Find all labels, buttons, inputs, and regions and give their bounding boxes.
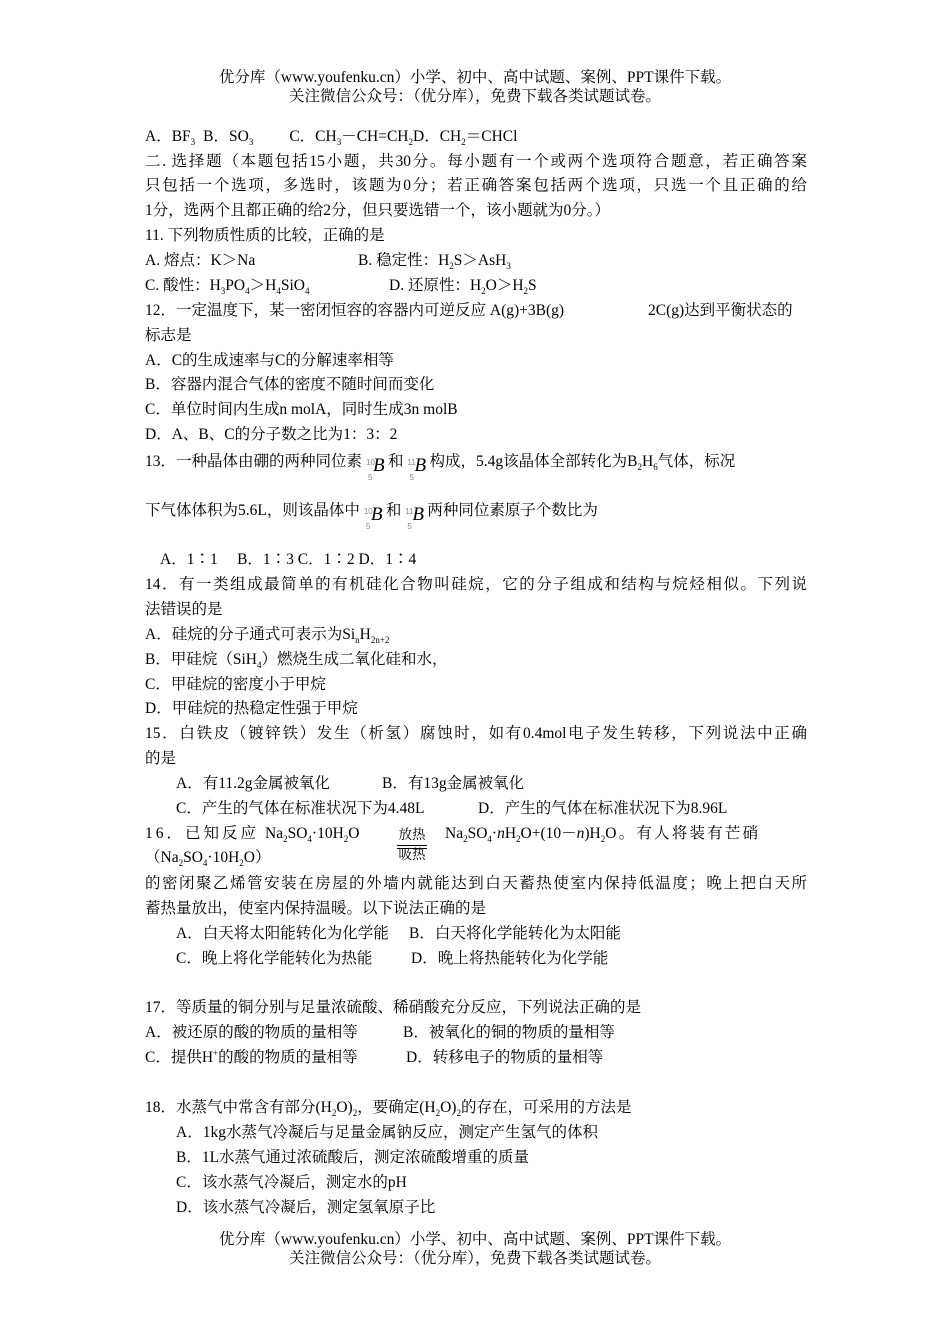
q16-stem-line-2: 的密闭聚乙烯管安装在房屋的外墙内就能达到白天蓄热使室内保持低温度；晚上把白天所 [145,875,807,892]
footer-line-1: 优分库（www.youfenku.cn）小学、初中、高中试题、案例、PPT课件下载。 [218,1231,732,1248]
q12-option-c: C．单位时间内生成n molA，同时生成3n molB [145,401,458,418]
footer-line-2: 关注微信公众号：（优分库），免费下载各类试题试卷。 [288,1250,661,1267]
header-line-2: 关注微信公众号：（优分库），免费下载各类试题试卷。 [288,88,661,105]
q14-option-a: A．硅烷的分子通式可表示为$Si_nH_{2n+2}$ [145,626,390,646]
q13-stem-line-1: 13．一种晶体由硼的两种同位素 10 5 B 和 11 5 B 构成，5.4g该晶体全部转化为$B_2H_6$气体，标况 [145,450,807,476]
q17-row-2: C．提供H+的酸的物质的量相等 D．转移电子的物质的量相等 [145,1047,604,1066]
q12-option-b: B．容器内混合气体的密度不随时间而变化 [145,376,435,393]
q14-option-d: D．甲硅烷的热稳定性强于甲烷 [145,700,358,717]
q16-row-1: A．白天将太阳能转化为化学能 B．白天将化学能转化为太阳能 [176,925,621,942]
header-line-1: 优分库（www.youfenku.cn）小学、初中、高中试题、案例、PPT课件下载。 [218,69,732,86]
arrow-label-absorb-heat: 吸热 [398,847,426,862]
q18-option-b: B．1L水蒸气通过浓硫酸后，测定浓硫酸增重的质量 [176,1149,530,1166]
q11-row-1: A. 熔点：K＞Na B. 稳定性：$H_2S>AsH_3$ [145,252,511,272]
q10-options: A．$BF_3$ B．$SO_3$ C．$CH_3-CH=CH_2D$．$CH_2=CHCl$ [145,128,518,148]
q14-option-c: C．甲硅烷的密度小于甲烷 [145,676,326,693]
section2-line-2: 只包括一个选项，多选时，该题为0分；若正确答案包括两个选项，只选一个且正确的给 [145,177,807,194]
q13-stem-line-2: 下气体体积为5.6L，则该晶体中 10 5 B 和 11 5 B 两种同位素原子个数比为 [145,499,807,525]
q11-row-2: C. 酸性：$H_3PO_4>H_4SiO_4$ D. 还原性：$H_2O>H_2S$ [145,277,537,297]
q16-stem-line-1: 16．已知反应 $Na_2SO_4\cdot 10H_2O$ $Na_2SO_4\cdot nH_2O+(10-n)H_2O$。有人将装有芒硝 [145,825,761,845]
q12-option-d: D．A、B、C的分子数之比为1：3：2 [145,426,398,443]
boron-11-isotope: 11 5 B [407,455,427,482]
q16-formula-paren: $(Na_2SO_4\cdot 10H_2O)$ [145,849,271,869]
q15-stem-line-2: 的是 [145,750,177,767]
q15-stem-line-1: 15．白铁皮（镀锌铁）发生（析氢）腐蚀时，如有0.4mol电子发生转移，下列说法中正确 [145,725,807,742]
q16-stem-line-3: 蓄热量放出，使室内保持温暖。以下说法正确的是 [145,900,487,917]
q12-stem-line-2: 标志是 [145,327,192,344]
q18-option-c: C．该水蒸气冷凝后，测定水的pH [176,1174,407,1191]
q12-option-a: A．C的生成速率与C的分解速率相等 [145,352,394,369]
q18-stem: 18．水蒸气中常含有部分$(H_2O)_2$，要确定$(H_2O)_2$的存在，可采用的方法是 [145,1099,632,1119]
q15-row-1: A．有11.2g金属被氧化 B．有13g金属被氧化 [176,775,525,792]
q17-stem: 17．等质量的铜分别与足量浓硫酸、稀硝酸充分反应，下列说法正确的是 [145,999,642,1016]
q18-option-d: D．该水蒸气冷凝后，测定氢氧原子比 [176,1199,436,1216]
section2-line-3: 1分，选两个且都正确的给2分，但只要选错一个，该小题就为0分。） [145,202,611,219]
q16-row-2: C．晚上将化学能转化为热能 D．晚上将热能转化为化学能 [176,950,609,967]
boron-10-isotope: 10 5 B [366,455,385,482]
arrow-label-release-heat: 放热 [398,827,426,842]
q18-option-a: A．1kg水蒸气冷凝后与足量金属钠反应，测定产生氢气的体积 [176,1124,598,1141]
q17-row-1: A．被还原的酸的物质的量相等 B．被氧化的铜的物质的量相等 [145,1024,615,1041]
q12-stem-line-1: 12．一定温度下，某一密闭恒容的容器内可逆反应 A(g)+3B(g) 2C(g)达到平衡状态的 [145,302,793,319]
q13-options: A．1∶1 B．1∶3 C．1∶2 D．1∶4 [160,551,417,568]
q15-row-2: C．产生的气体在标准状况下为4.48L D．产生的气体在标准状况下为8.96L [176,800,728,817]
boron-10-isotope: 10 5 B [363,504,383,531]
q14-option-b: B．甲硅烷（SiH$_4$）燃烧生成二氧化硅和水， [145,651,448,671]
section2-line-1: 二. 选择题（本题包括15小题，共30分。每小题有一个或两个选项符合题意，若正确答案 [145,153,807,170]
boron-11-isotope: 11 5 B [405,504,424,531]
q11-stem: 11. 下列物质性质的比较，正确的是 [145,227,385,244]
q14-stem-line-2: 法错误的是 [145,601,223,618]
q14-stem-line-1: 14．有一类组成最简单的有机硅化合物叫硅烷，它的分子组成和结构与烷烃相似。下列说 [145,576,807,593]
